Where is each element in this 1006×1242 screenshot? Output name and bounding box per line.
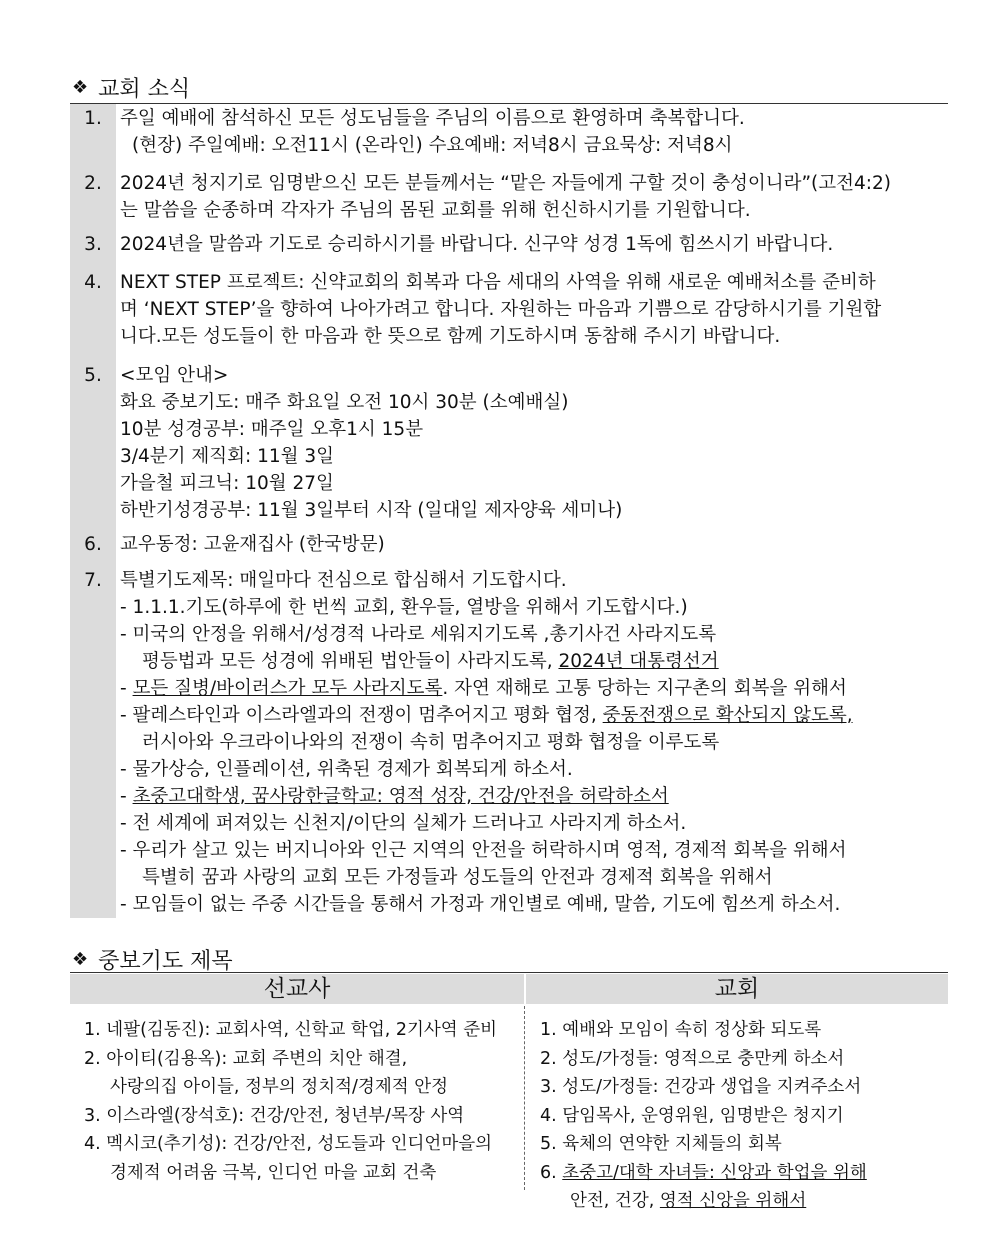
text-part: 안전, 건강, [570,1191,660,1211]
section-heading-news [72,72,190,103]
item-number: 2. [84,173,102,194]
item-text: 2024년을 말씀과 기도로 승리하시기를 바랍니다. 신구약 성경 1독에 힘쓰시기 바랍니다. [120,234,834,255]
list-item: 경제적 어려움 극복, 인디언 마을 교회 건축 [110,1162,437,1183]
list-item: 5. 육체의 연약한 지체들의 회복 [540,1134,782,1154]
underlined-text: 영적 신앙을 위해서 [659,1191,807,1211]
item-text: 화요 중보기도: 매주 화요일 오전 10시 30분 (소예배실) [120,392,569,413]
item-text: 러시아와 우크라이나와의 전쟁이 속히 멈추어지고 평화 협정을 이루도록 [142,732,720,753]
item-text: - 물가상승, 인플레이션, 위축된 경제가 회복되게 하소서. [120,759,573,780]
list-item: 3. 성도/가정들: 건강과 생업을 지켜주소서 [540,1077,862,1097]
item-text: 주일 예배에 참석하신 모든 성도님들을 주님의 이름으로 환영하며 축복합니다. [120,108,745,129]
news-heading: 교회 소식 [98,77,191,102]
section-heading-prayer [72,944,233,975]
item-text: 가을철 피크닉: 10월 27일 [120,473,334,494]
diamond-bullet-icon: ❖ [72,949,89,970]
item-text: - 미국의 안정을 위해서/성경적 나라로 세워지기도록 ,총기사건 사라지도록 [120,624,717,645]
text-part: . 자연 재해로 고통 당하는 지구촌의 회복을 위해서 [442,678,847,699]
missionary-column-header: 선교사 [70,974,524,1004]
list-item: 4. 멕시코(추기성): 건강/안전, 성도들과 인디언마을의 [84,1134,493,1154]
list-item: 1. 네팔(김동진): 교회사역, 신학교 학업, 2기사역 준비 [84,1020,498,1040]
item-text: - 1.1.1.기도(하루에 한 번씩 교회, 환우들, 열방을 위해서 기도합시다.) [120,597,688,618]
item-text [120,783,948,810]
list-item [540,1187,946,1216]
item-text: (현장) 주일예배: 오전11시 (온라인) 수요예배: 저녁8시 금요묵상: 저녁8시 [132,135,733,156]
list-item: 2. 성도/가정들: 영적으로 충만케 하소서 [540,1048,845,1069]
underlined-text: 초중고/대학 자녀들: 신앙과 학업을 위해 [562,1162,867,1183]
item-text: NEXT STEP 프로젝트: 신약교회의 회복과 다음 세대의 사역을 위해 새로운 예배처소를 준비하 [120,272,876,293]
diamond-bullet-icon: ❖ [72,77,89,98]
item-text: 10분 성경공부: 매주일 오후1시 15분 [120,419,424,440]
item-text: - 우리가 살고 있는 버지니아와 인근 지역의 안전을 허락하시며 영적, 경제적 회복을 위해서 [120,840,847,861]
divider [70,972,948,973]
item-number: 5. [84,365,102,386]
item-number: 7. [84,570,102,591]
list-item [540,1159,946,1188]
item-text [120,648,948,675]
item-text: 특별히 꿈과 사랑의 교회 모든 가정들과 성도들의 안전과 경제적 회복을 위해서 [142,867,773,888]
item-number: 3. [84,234,102,255]
item-text: 며 ‘NEXT STEP’을 향하여 나아가려고 합니다. 자원하는 마음과 기쁨으로 감당하시기를 기원합 [120,299,882,320]
underlined-text: 초중고대학생, 꿈사랑한글학교: 영적 성장, 건강/안전을 허락하소서 [132,786,669,807]
text-part: - 팔레스타인과 이스라엘과의 전쟁이 멈추어지고 평화 협정, [120,705,603,726]
item-text: 하반기성경공부: 11월 3일부터 시작 (일대일 제자양육 세미나) [120,500,623,521]
list-item: 1. 예배와 모임이 속히 정상화 되도록 [540,1020,822,1040]
underlined-text: 중동전쟁으로 확산되지 않도록, [602,705,853,726]
item-text: 특별기도제목: 매일마다 전심으로 합심해서 기도합시다. [120,570,567,591]
divider [70,103,948,104]
item-number: 4. [84,272,102,293]
list-item: 사랑의집 아이들, 정부의 정치적/경제적 안정 [110,1077,448,1097]
item-text: - 전 세계에 퍼져있는 신천지/이단의 실체가 드러나고 사라지게 하소서. [120,813,687,834]
list-number: 6. [540,1162,563,1183]
text-part: - [120,678,133,699]
meeting-heading: <모임 안내> [120,365,229,386]
item-text [120,675,948,702]
item-text: 는 말씀을 순종하며 각자가 주님의 몸된 교회를 위해 헌신하시기를 기원합니다. [120,200,751,221]
missionary-prayer-list [84,1016,520,1187]
church-prayer-list [540,1016,946,1216]
list-item: 4. 담임목사, 운영위원, 임명받은 청지기 [540,1105,844,1126]
item-number: 1. [84,108,102,129]
number-column [70,104,116,918]
underlined-text: 2024년 대통령선거 [558,651,719,672]
underlined-text: 모든 질병/바이러스가 모두 사라지도록 [132,678,443,699]
item-text: 교우동정: 고윤재집사 (한국방문) [120,534,385,555]
item-text: 2024년 청지기로 임명받으신 모든 분들께서는 “맡은 자들에게 구할 것이 충성이니라”(고전4:2) [120,173,892,194]
item-number: 6. [84,534,102,555]
prayer-heading: 중보기도 제목 [98,949,233,974]
item-text: - 모임들이 없는 주중 시간들을 통해서 가정과 개인별로 예배, 말씀, 기도에 힘쓰게 하소서. [120,894,841,915]
item-text [120,702,948,729]
text-part: - [120,786,133,807]
text-part: 평등법과 모든 성경에 위배된 법안들이 사라지도록, [142,651,559,672]
list-item: 3. 이스라엘(장석호): 건강/안전, 청년부/목장 사역 [84,1105,465,1126]
list-item: 2. 아이티(김용옥): 교회 주변의 치안 해결, [84,1048,408,1069]
church-column-header: 교회 [526,974,948,1004]
column-divider [524,1006,525,1190]
item-text: 니다.모든 성도들이 한 마음과 한 뜻으로 함께 기도하시며 동참해 주시기 바랍니다. [120,326,781,347]
item-text: 3/4분기 제직회: 11월 3일 [120,446,335,467]
